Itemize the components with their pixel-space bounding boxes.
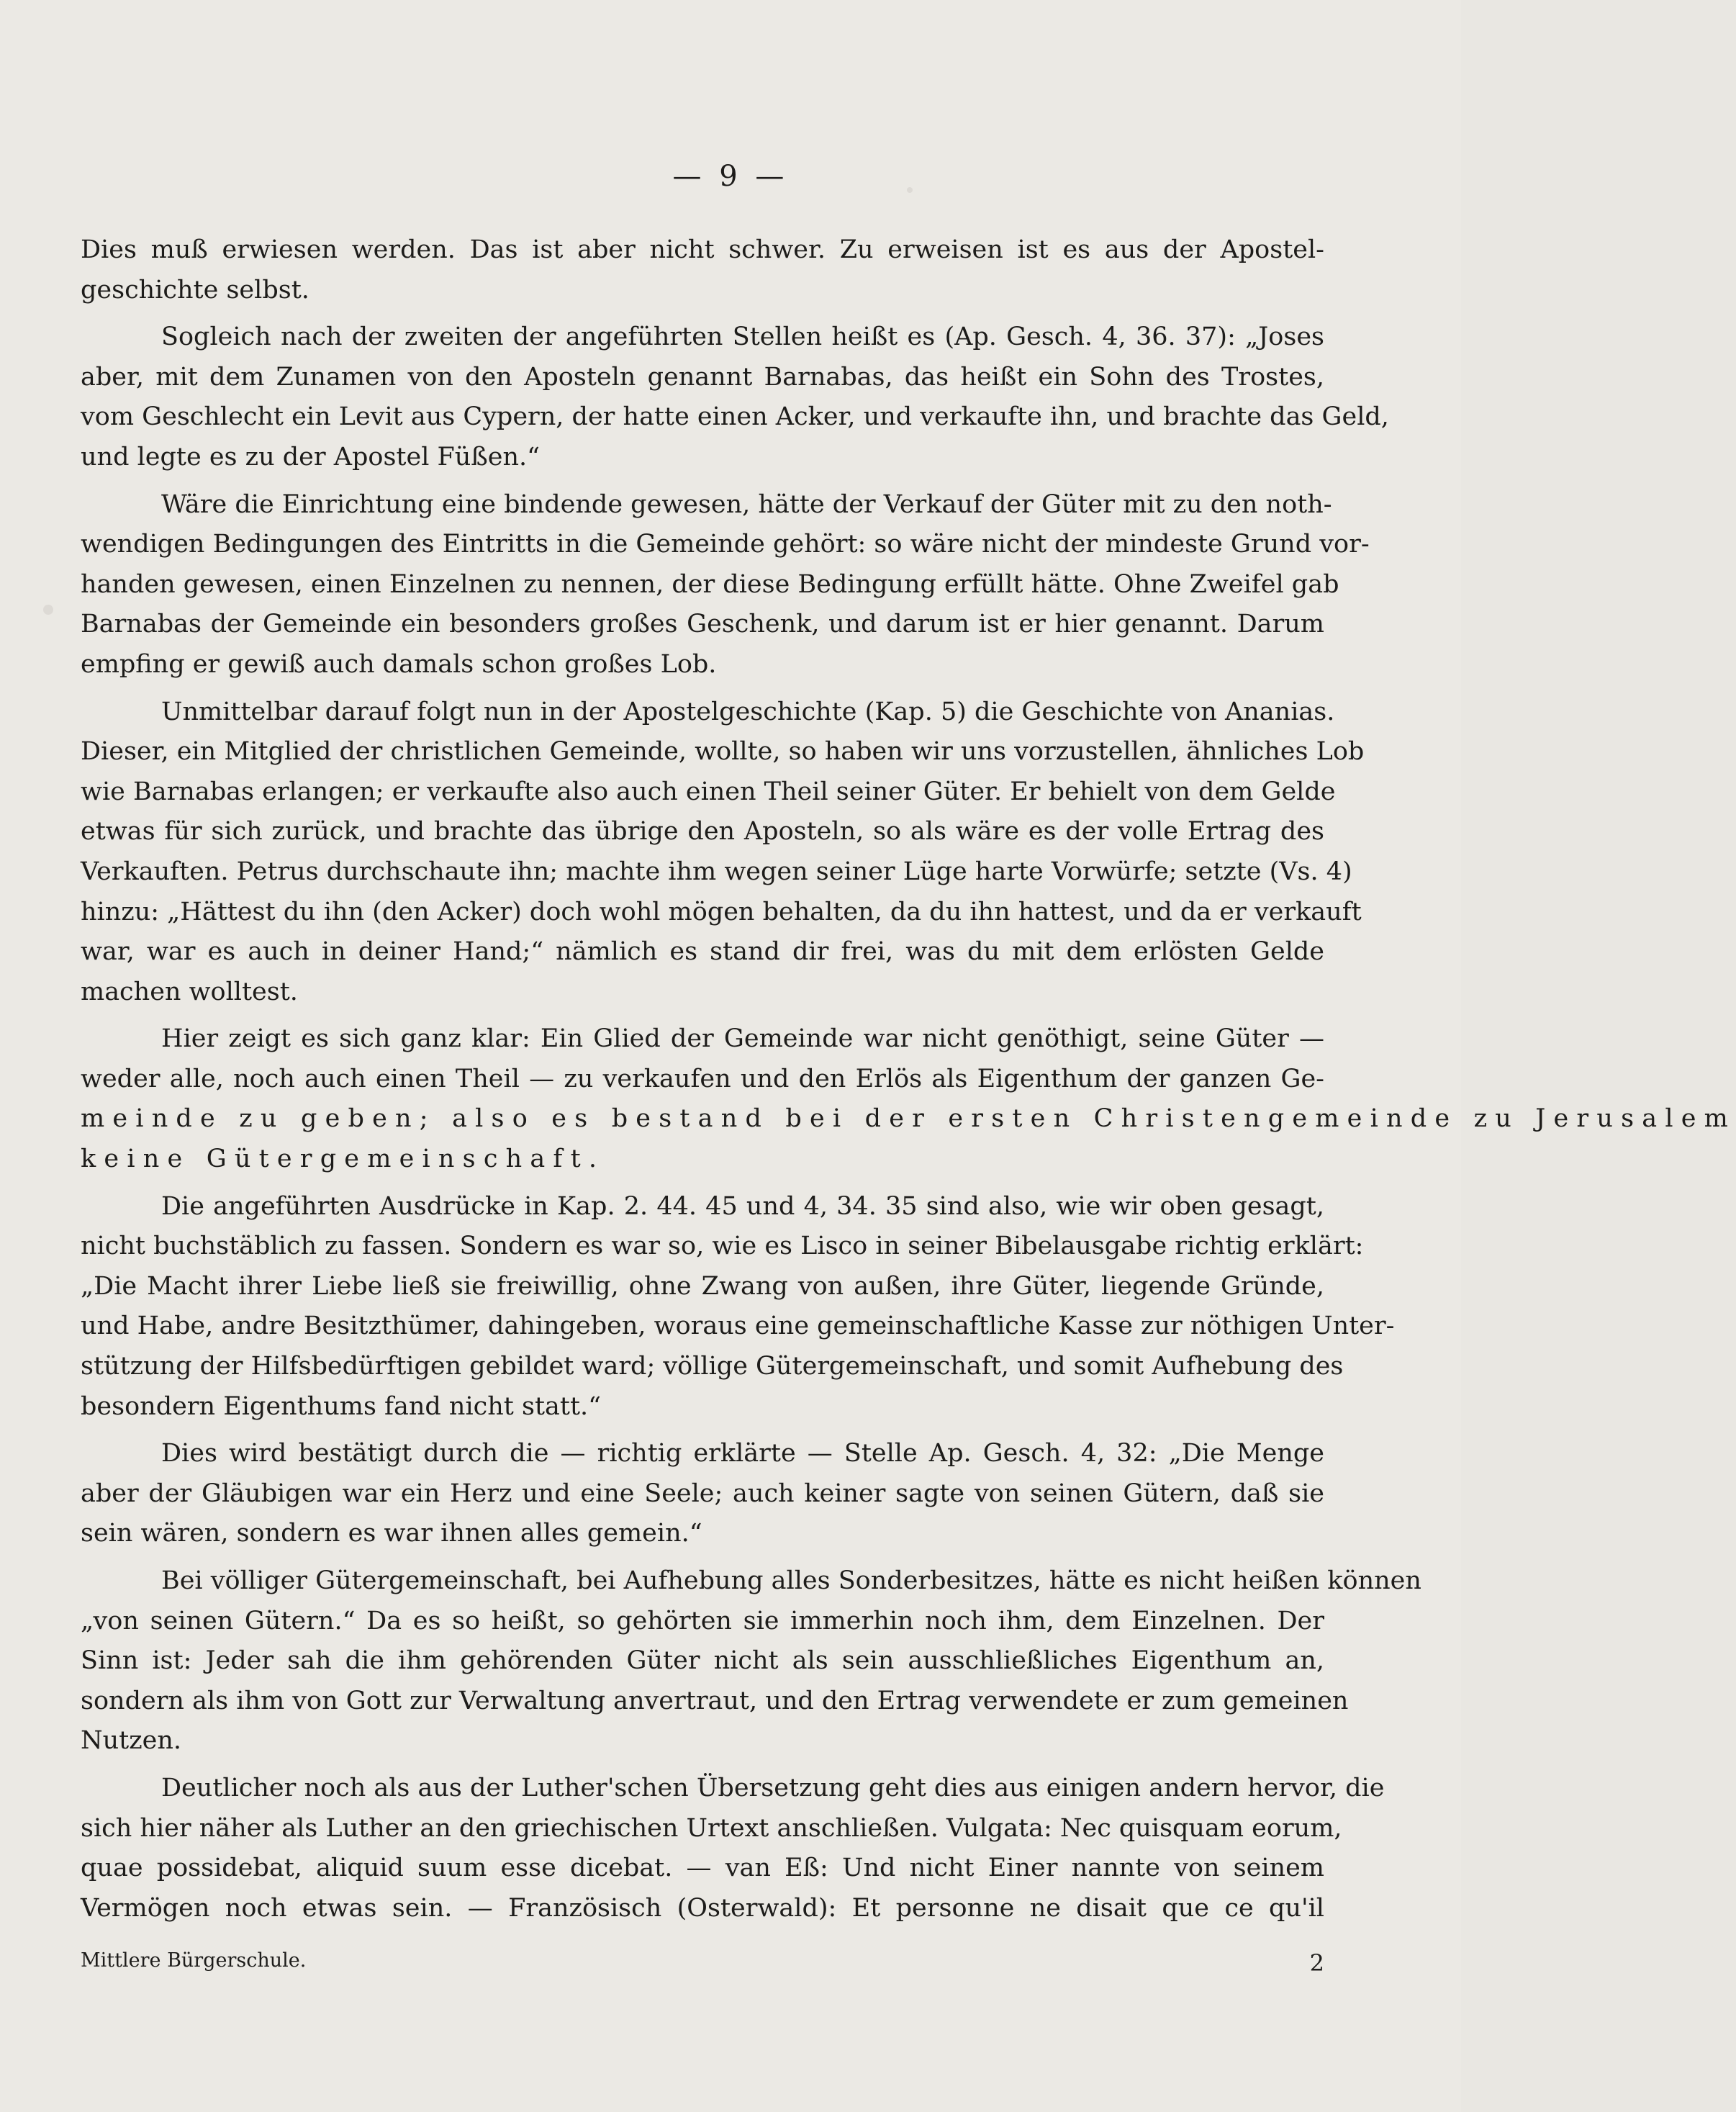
paragraph-gap [81,1554,1324,1561]
text-line: Bei völliger Gütergemeinschaft, bei Aufhebung alles Sonderbesitzes, hätte es nicht heißen können [161,1566,1421,1595]
paper-spot [43,605,53,615]
text-line: Wäre die Einrichtung eine bindende gewesen, hätte der Verkauf der Güter mit zu den noth- [161,489,1332,519]
text-line: und Habe, andre Besitzthümer, dahingeben, woraus eine gemeinschaftliche Kasse zur nöthigen Unter- [81,1312,1395,1341]
text-line: wendigen Bedingungen des Eintritts in die Gemeinde gehört: so wäre nicht der mindeste Grund vor- [81,530,1370,559]
text-line: Dieser, ein Mitglied der christlichen Gemeinde, wollte, so haben wir uns vorzustellen, ähnliches Lob [81,737,1365,767]
text-line: „Die Macht ihrer Liebe ließ sie freiwillig, ohne Zwang von außen, ihre Güter, liegende Gründe, [81,1271,1324,1301]
text-line: vom Geschlecht ein Levit aus Cypern, der hatte einen Acker, und verkaufte ihn, und brachte das Geld, [81,402,1389,432]
text-line: und legte es zu der Apostel Füßen.“ [81,442,540,471]
paragraph-gap [81,310,1324,317]
text-line: stützung der Hilfsbedürftigen gebildet ward; völlige Gütergemeinschaft, und somit Aufhebung des [81,1352,1344,1381]
text-line: war, war es auch in deiner Hand;“ nämlich es stand dir frei, was du mit dem erlösten Gelde [81,937,1324,967]
paragraph-gap [81,685,1324,692]
text-line: etwas für sich zurück, und brachte das übrige den Aposteln, so als wäre es der volle Ertrag des [81,817,1324,847]
text-line: hinzu: „Hättest du ihn (den Acker) doch wohl mögen behalten, da du ihn hattest, und da er verkauft [81,897,1362,926]
paragraph-gap [81,1427,1324,1434]
sheet-number: 2 [1309,1949,1324,1977]
paragraph-gap [81,1012,1324,1019]
text-line: aber der Gläubigen war ein Herz und eine Seele; auch keiner sagte von seinen Gütern, daß sie [81,1479,1324,1508]
text-line: Sinn ist: Jeder sah die ihm gehörenden Güter nicht als sein ausschließliches Eigenthum an, [81,1646,1324,1676]
text-line: meinde zu geben; also es bestand bei der ersten Christengemeinde zu Jerusalem [81,1104,1736,1134]
text-line: geschichte selbst. [81,275,309,304]
text-line: Die angeführten Ausdrücke in Kap. 2. 44. 45 und 4, 34. 35 sind also, wie wir oben gesagt, [161,1191,1324,1221]
text-line: Dies wird bestätigt durch die — richtig erklärte — Stelle Ap. Gesch. 4, 32: „Die Menge [161,1439,1324,1468]
signature-mark: Mittlere Bürgerschule. [81,1949,307,1972]
text-line: Verkauften. Petrus durchschaute ihn; machte ihm wegen seiner Lüge harte Vorwürfe; setzte (Vs. 4) [81,857,1352,886]
text-line: Vermögen noch etwas sein. — Französisch (Osterwald): Et personne ne disait que ce qu'il [81,1893,1324,1923]
text-line: Deutlicher noch als aus der Luther'schen Übersetzung geht dies aus einigen andern hervor, die [161,1773,1385,1802]
text-line: aber, mit dem Zunamen von den Aposteln genannt Barnabas, das heißt ein Sohn des Trostes, [81,362,1324,392]
text-line: Hier zeigt es sich ganz klar: Ein Glied der Gemeinde war nicht genöthigt, seine Güter — [161,1024,1324,1054]
text-line: sein wären, sondern es war ihnen alles gemein.“ [81,1519,702,1548]
page-footer [81,1949,1324,1977]
paragraph-gap [81,1180,1324,1187]
text-line: nicht buchstäblich zu fassen. Sondern es war so, wie es Lisco in seiner Bibelausgabe richtig erklärt: [81,1232,1364,1261]
paragraph-gap [81,1761,1324,1769]
text-line: Sogleich nach der zweiten der angeführten Stellen heißt es (Ap. Gesch. 4, 36. 37): „Joses [161,322,1324,352]
text-line: machen wolltest. [81,977,298,1006]
text-line: Unmittelbar darauf folgt nun in der Apostelgeschichte (Kap. 5) die Geschichte von Ananias. [161,697,1335,726]
paragraph-gap [81,478,1324,485]
text-line: besondern Eigenthums fand nicht statt.“ [81,1391,602,1421]
text-line: empfing er gewiß auch damals schon großes Lob. [81,649,717,679]
text-line: weder alle, noch auch einen Theil — zu verkaufen und den Erlös als Eigenthum der ganzen Ge- [81,1064,1324,1093]
text-line: Barnabas der Gemeinde ein besonders großes Geschenk, und darum ist er hier genannt. Darum [81,610,1324,639]
text-line: „von seinen Gütern.“ Da es so heißt, so gehörten sie immerhin noch ihm, dem Einzelnen. Der [81,1606,1324,1635]
text-line: Nutzen. [81,1726,182,1756]
text-line: sondern als ihm von Gott zur Verwaltung anvertraut, und den Ertrag verwendete er zum gemeinen [81,1686,1349,1715]
text-line: sich hier näher als Luther an den griechischen Urtext anschließen. Vulgata: Nec quisquam eorum, [81,1813,1342,1843]
text-line: handen gewesen, einen Einzelnen zu nennen, der diese Bedingung erfüllt hätte. Ohne Zweifel gab [81,569,1339,599]
text-body [81,230,1736,1928]
text-line: wie Barnabas erlangen; er verkaufte also auch einen Theil seiner Güter. Er behielt von dem Gelde [81,777,1336,806]
page-number: — 9 — [672,160,789,193]
text-line: quae possidebat, aliquid suum esse dicebat. — van Eß: Und nicht Einer nannte von seinem [81,1854,1324,1883]
text-line: Dies muß erwiesen werden. Das ist aber nicht schwer. Zu erweisen ist es aus der Apostel- [81,235,1324,264]
text-line: keine Gütergemeinschaft. [81,1145,605,1174]
